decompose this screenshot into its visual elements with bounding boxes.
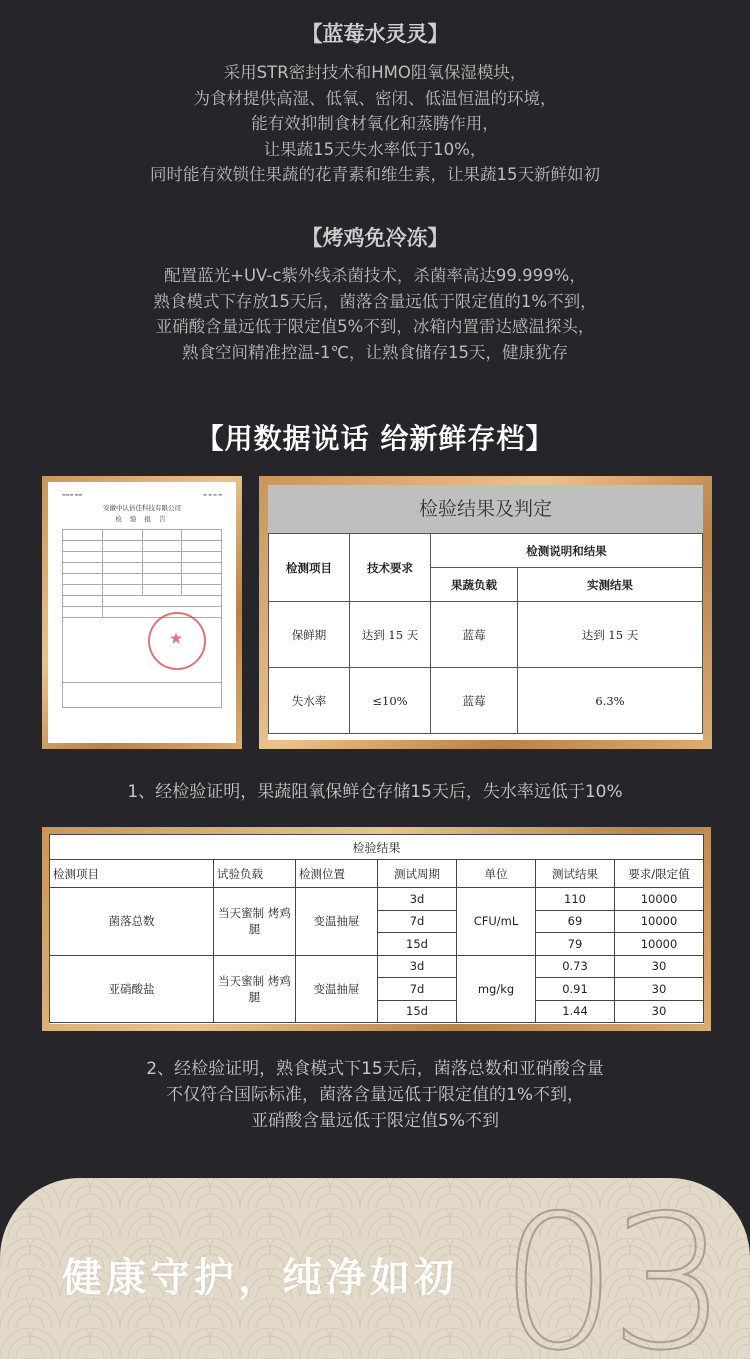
cell-result: 0.91 — [536, 978, 615, 1001]
caption-2 — [0, 1056, 750, 1134]
cell-limit: 30 — [615, 978, 704, 1001]
cell-load: 当天蜜制 烤鸡腿 — [214, 888, 296, 956]
cell-result: 69 — [536, 910, 615, 933]
table-row — [269, 602, 703, 668]
header-cell: 试验负载 — [214, 860, 296, 888]
caption-1: 1、经检验证明，果蔬阻氧保鲜仓存储15天后，失水率远低于10% — [127, 782, 623, 802]
header-group: 检测说明和结果 — [431, 534, 703, 568]
table-row — [50, 955, 704, 978]
cell-period: 3d — [378, 888, 457, 911]
text-line: 采用STR密封技术和HMO阻氧保湿模块， — [223, 63, 527, 82]
text-line: 为食材提供高湿、低氧、密闭、低温恒温的环境， — [193, 88, 557, 108]
test-table-image — [49, 834, 704, 1024]
cell-item: 亚硝酸盐 — [50, 955, 214, 1023]
report-title: 安徽中认倍佳科技有限公司 — [103, 504, 181, 512]
cell-position: 变温抽屉 — [296, 955, 378, 1023]
cell-measured: 6.3% — [518, 668, 703, 734]
report-header-lines: ▬▬▬ ▬▬ ▬ ▬ ▬ ▬ — [62, 492, 222, 497]
cell-period: 15d — [378, 1000, 457, 1023]
text-line: 亚硝酸含量远低于限定值5%不到，冰箱内置雷达感温探头， — [155, 317, 595, 336]
header-item: 检测项目 — [269, 534, 350, 602]
header-cell: 检测项目 — [50, 860, 214, 888]
report-frame — [42, 476, 242, 749]
headline: 【用数据说话 给新鲜存档】 — [195, 422, 555, 455]
cell-limit: 10000 — [615, 933, 704, 956]
cell-result: 79 — [536, 933, 615, 956]
cell-load: 蓝莓 — [431, 668, 518, 734]
header-requirement: 技术要求 — [350, 534, 431, 602]
text-line: 熟食空间精准控温-1℃，让熟食储存15天，健康犹存 — [182, 342, 568, 362]
text-line: 能有效抑制食材氧化和蒸腾作用， — [251, 114, 499, 133]
footer-motto: 健康守护，纯净如初 — [62, 1255, 458, 1301]
cell-result: 110 — [536, 888, 615, 911]
result-table — [268, 533, 703, 734]
report-subtitle: 检 验 报 告 — [115, 515, 169, 523]
cell-limit: 30 — [615, 955, 704, 978]
cell-item: 保鲜期 — [269, 602, 350, 668]
section-text-chicken — [0, 263, 750, 365]
cell-position: 变温抽屉 — [296, 888, 378, 956]
result-frame — [259, 476, 712, 749]
cell-result: 0.73 — [536, 955, 615, 978]
header-cell: 测试周期 — [378, 860, 457, 888]
test-table-title: 检验结果 — [50, 835, 704, 860]
cell-limit: 10000 — [615, 910, 704, 933]
cell-period: 15d — [378, 933, 457, 956]
inspection-report-image — [48, 482, 236, 743]
cell-period: 7d — [378, 910, 457, 933]
header-cell: 要求/限定值 — [615, 860, 704, 888]
caption-line: 亚硝酸含量远低于限定值5%不到 — [251, 1111, 499, 1131]
cell-unit: CFU/mL — [457, 888, 536, 956]
section-title-blueberry: 【蓝莓水灵灵】 — [301, 22, 449, 46]
cell-requirement: ≤10% — [350, 668, 431, 734]
header-measured: 实测结果 — [518, 568, 703, 602]
header-cell: 检测位置 — [296, 860, 378, 888]
cell-period: 7d — [378, 978, 457, 1001]
test-table — [49, 834, 704, 1023]
text-line: 熟食模式下存放15天后，菌落含量远低于限定值的1%不到， — [153, 291, 597, 311]
caption-line: 不仅符合国际标准，菌落含量远低于限定值的1%不到， — [166, 1085, 584, 1105]
text-line: 同时能有效锁住果蔬的花青素和维生素，让果蔬15天新鲜如初 — [150, 165, 600, 184]
caption-line: 2、经检验证明，熟食模式下15天后，菌落总数和亚硝酸含量 — [146, 1059, 604, 1079]
test-frame — [42, 827, 711, 1031]
report-table — [62, 529, 222, 708]
table-row — [269, 668, 703, 734]
footer-banner — [0, 1178, 750, 1359]
cell-limit: 30 — [615, 1000, 704, 1023]
cell-load: 当天蜜制 烤鸡腿 — [214, 955, 296, 1023]
cell-item: 失水率 — [269, 668, 350, 734]
header-load: 果蔬负载 — [431, 568, 518, 602]
result-table-image — [268, 485, 703, 740]
section-title-chicken: 【烤鸡免冷冻】 — [301, 226, 449, 250]
text-line: 让果蔬15天失水率低于10%， — [263, 139, 487, 159]
cell-requirement: 达到 15 天 — [350, 602, 431, 668]
official-seal-icon — [148, 612, 206, 670]
section-number: 03 — [500, 1178, 720, 1359]
table-row — [50, 888, 704, 911]
cell-limit: 10000 — [615, 888, 704, 911]
header-cell: 单位 — [457, 860, 536, 888]
result-table-caption: 检验结果及判定 — [268, 485, 703, 533]
cell-measured: 达到 15 天 — [518, 602, 703, 668]
cell-item: 菌落总数 — [50, 888, 214, 956]
section-text-blueberry — [0, 60, 750, 188]
cell-result: 1.44 — [536, 1000, 615, 1023]
cell-unit: mg/kg — [457, 955, 536, 1023]
header-cell: 测试结果 — [536, 860, 615, 888]
cell-period: 3d — [378, 955, 457, 978]
cell-load: 蓝莓 — [431, 602, 518, 668]
text-line: 配置蓝光+UV-c紫外线杀菌技术，杀菌率高达99.999%， — [164, 266, 586, 285]
